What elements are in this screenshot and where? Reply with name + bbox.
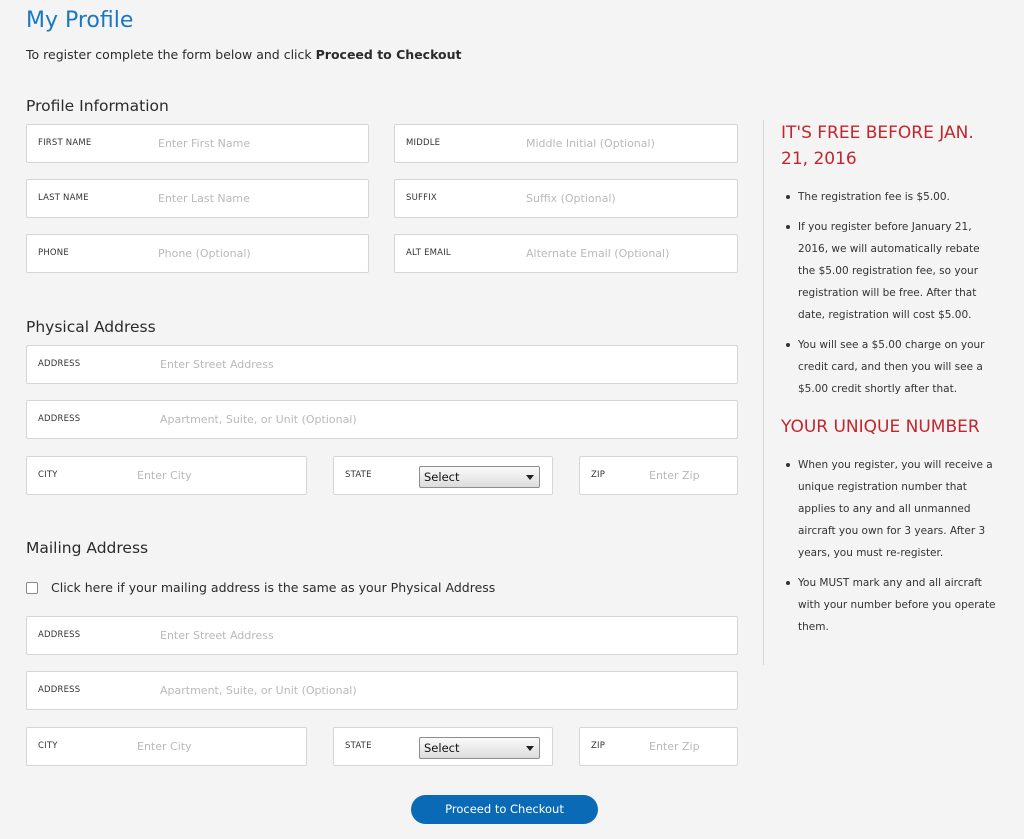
physical-zip-label: ZIP (591, 470, 606, 480)
suffix-field[interactable] (394, 179, 738, 218)
mailing-city-input[interactable] (137, 728, 297, 765)
list-item: If you register before January 21, 2016, we will automatically rebate the $5.00 registration fee, so your registration will be free. After that date, registration will cost $5.00. (781, 216, 996, 326)
intro-text (26, 47, 462, 62)
mailing-zip-input[interactable] (649, 728, 729, 765)
page-title: My Profile (26, 8, 134, 33)
same-address-checkbox[interactable] (26, 582, 38, 594)
physical-state-value: Select (424, 470, 460, 484)
physical-state-select[interactable] (419, 466, 540, 488)
chevron-down-icon (526, 746, 534, 751)
suffix-label: SUFFIX (406, 193, 437, 203)
phone-input[interactable] (158, 235, 358, 272)
first-name-input[interactable] (158, 125, 358, 162)
mailing-address2-label: ADDRESS (38, 685, 81, 695)
list-item: You MUST mark any and all aircraft with your number before you operate them. (781, 572, 996, 638)
mailing-city-label: CITY (38, 741, 58, 751)
mailing-address2-field[interactable] (26, 671, 738, 710)
suffix-input[interactable] (526, 180, 726, 217)
middle-input[interactable] (526, 125, 726, 162)
mailing-address-heading: Mailing Address (26, 539, 149, 557)
physical-city-field[interactable] (26, 456, 307, 495)
mailing-zip-field[interactable] (579, 727, 738, 766)
physical-address1-field[interactable] (26, 345, 738, 384)
info-sidebar (763, 120, 1003, 665)
chevron-down-icon (526, 475, 534, 480)
mailing-zip-label: ZIP (591, 741, 606, 751)
physical-zip-field[interactable] (579, 456, 738, 495)
mailing-state-field[interactable] (333, 727, 553, 766)
unique-number-heading: YOUR UNIQUE NUMBER (781, 417, 980, 437)
physical-zip-input[interactable] (649, 457, 729, 494)
intro-text-bold: Proceed to Checkout (315, 47, 462, 62)
unique-info-list (781, 454, 1003, 638)
last-name-label: LAST NAME (38, 193, 89, 203)
free-info-list (781, 186, 1003, 400)
phone-field[interactable] (26, 234, 369, 273)
mailing-state-label: STATE (345, 741, 372, 751)
physical-city-input[interactable] (137, 457, 297, 494)
same-address-label[interactable]: Click here if your mailing address is the same as your Physical Address (51, 580, 496, 595)
physical-address-heading: Physical Address (26, 318, 156, 336)
mailing-address1-input[interactable] (160, 617, 720, 654)
free-heading: IT'S FREE BEFORE JAN. 21, 2016 (781, 123, 974, 169)
alt-email-field[interactable] (394, 234, 738, 273)
alt-email-input[interactable] (526, 235, 731, 272)
physical-state-label: STATE (345, 470, 372, 480)
mailing-address2-input[interactable] (160, 672, 720, 709)
mailing-city-field[interactable] (26, 727, 307, 766)
physical-address2-label: ADDRESS (38, 414, 81, 424)
first-name-field[interactable] (26, 124, 369, 163)
list-item: You will see a $5.00 charge on your credit card, and then you will see a $5.00 credit shortly after that. (781, 334, 996, 400)
mailing-state-select[interactable] (419, 737, 540, 759)
mailing-address1-field[interactable] (26, 616, 738, 655)
physical-address2-field[interactable] (26, 400, 738, 439)
phone-label: PHONE (38, 248, 69, 258)
last-name-field[interactable] (26, 179, 369, 218)
middle-field[interactable] (394, 124, 738, 163)
physical-state-field[interactable] (333, 456, 553, 495)
proceed-to-checkout-button[interactable]: Proceed to Checkout (411, 795, 598, 824)
intro-text-plain: To register complete the form below and click (26, 47, 316, 62)
profile-heading: Profile Information (26, 97, 169, 115)
mailing-address1-label: ADDRESS (38, 630, 81, 640)
mailing-state-value: Select (424, 741, 460, 755)
same-address-row[interactable] (26, 580, 495, 595)
physical-address1-input[interactable] (160, 346, 720, 383)
physical-address1-label: ADDRESS (38, 359, 81, 369)
last-name-input[interactable] (158, 180, 358, 217)
alt-email-label: ALT EMAIL (406, 248, 451, 258)
physical-city-label: CITY (38, 470, 58, 480)
first-name-label: FIRST NAME (38, 138, 92, 148)
list-item: The registration fee is $5.00. (781, 186, 996, 208)
list-item: When you register, you will receive a unique registration number that applies to any and all unmanned aircraft you own for 3 years. After 3 years, you must re-register. (781, 454, 996, 564)
physical-address2-input[interactable] (160, 401, 720, 438)
middle-label: MIDDLE (406, 138, 441, 148)
